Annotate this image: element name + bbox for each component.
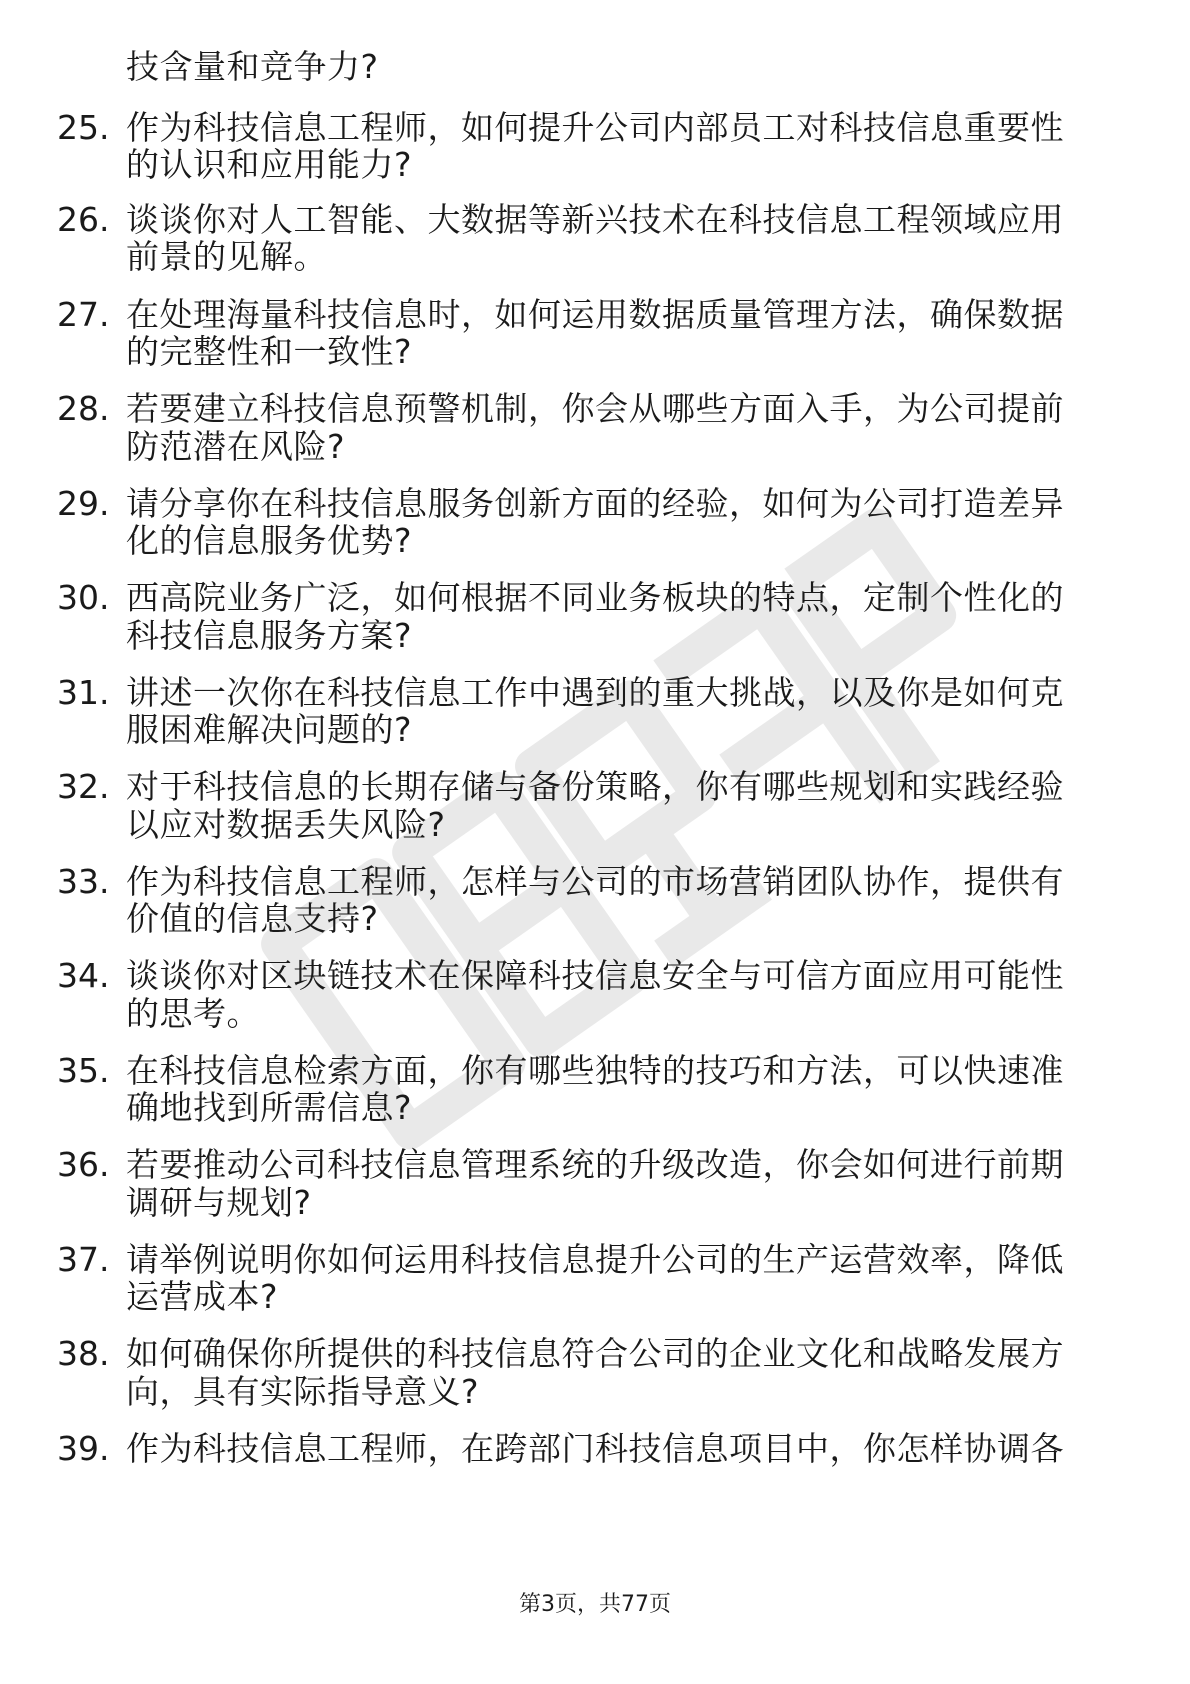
question-line: 的完整性和一致性? <box>126 332 413 371</box>
question-line: 作为科技信息工程师，怎样与公司的市场营销团队协作，提供有 <box>126 862 1064 901</box>
question-line: 请分享你在科技信息服务创新方面的经验，如何为公司打造差异 <box>126 484 1064 523</box>
question-line: 谈谈你对人工智能、大数据等新兴技术在科技信息工程领域应用 <box>126 200 1064 239</box>
question-line: 如何确保你所提供的科技信息符合公司的企业文化和战略发展方 <box>126 1334 1064 1373</box>
question-line: 服困难解决问题的? <box>126 710 413 749</box>
question-number: 30. <box>57 578 110 617</box>
question-number: 33. <box>57 862 110 901</box>
question-line: 谈谈你对区块链技术在保障科技信息安全与可信方面应用可能性 <box>126 956 1064 995</box>
question-number: 26. <box>57 200 110 239</box>
question-line: 的思考。 <box>126 994 260 1033</box>
question-number: 32. <box>57 767 110 806</box>
question-line: 运营成本? <box>126 1277 279 1316</box>
question-number: 35. <box>57 1051 110 1090</box>
question-number: 31. <box>57 673 110 712</box>
question-line: 作为科技信息工程师，如何提升公司内部员工对科技信息重要性 <box>126 108 1064 147</box>
question-line: 若要建立科技信息预警机制，你会从哪些方面入手，为公司提前 <box>126 389 1064 428</box>
question-line: 请举例说明你如何运用科技信息提升公司的生产运营效率，降低 <box>126 1240 1064 1279</box>
question-line: 价值的信息支持? <box>126 899 379 938</box>
question-line: 防范潜在风险? <box>126 427 346 466</box>
question-number: 39. <box>57 1429 110 1468</box>
question-number: 25. <box>57 108 110 147</box>
question-line: 以应对数据丢失风险? <box>126 805 446 844</box>
question-number: 28. <box>57 389 110 428</box>
question-line: 在科技信息检索方面，你有哪些独特的技巧和方法，可以快速准 <box>126 1051 1064 1090</box>
question-line: 化的信息服务优势? <box>126 521 413 560</box>
question-number: 37. <box>57 1240 110 1279</box>
question-line: 前景的见解。 <box>126 237 327 276</box>
question-number: 38. <box>57 1334 110 1373</box>
question-number: 29. <box>57 484 110 523</box>
question-number: 36. <box>57 1145 110 1184</box>
question-line: 在处理海量科技信息时，如何运用数据质量管理方法，确保数据 <box>126 295 1064 334</box>
question-line: 西高院业务广泛，如何根据不同业务板块的特点，定制个性化的 <box>126 578 1064 617</box>
continuation-text: 技含量和竞争力? <box>126 47 379 86</box>
question-number: 34. <box>57 956 110 995</box>
question-line: 科技信息服务方案? <box>126 616 413 655</box>
question-line: 若要推动公司科技信息管理系统的升级改造，你会如何进行前期 <box>126 1145 1064 1184</box>
question-line: 讲述一次你在科技信息工作中遇到的重大挑战，以及你是如何克 <box>126 673 1064 712</box>
question-line: 对于科技信息的长期存储与备份策略，你有哪些规划和实践经验 <box>126 767 1064 806</box>
question-number: 27. <box>57 295 110 334</box>
question-line: 确地找到所需信息? <box>126 1088 413 1127</box>
question-line: 的认识和应用能力? <box>126 145 413 184</box>
question-line: 调研与规划? <box>126 1183 312 1222</box>
page-footer: 第3页，共77页 <box>519 1592 671 1617</box>
question-line: 向，具有实际指导意义? <box>126 1372 480 1411</box>
question-line: 作为科技信息工程师，在跨部门科技信息项目中，你怎样协调各 <box>126 1429 1064 1468</box>
